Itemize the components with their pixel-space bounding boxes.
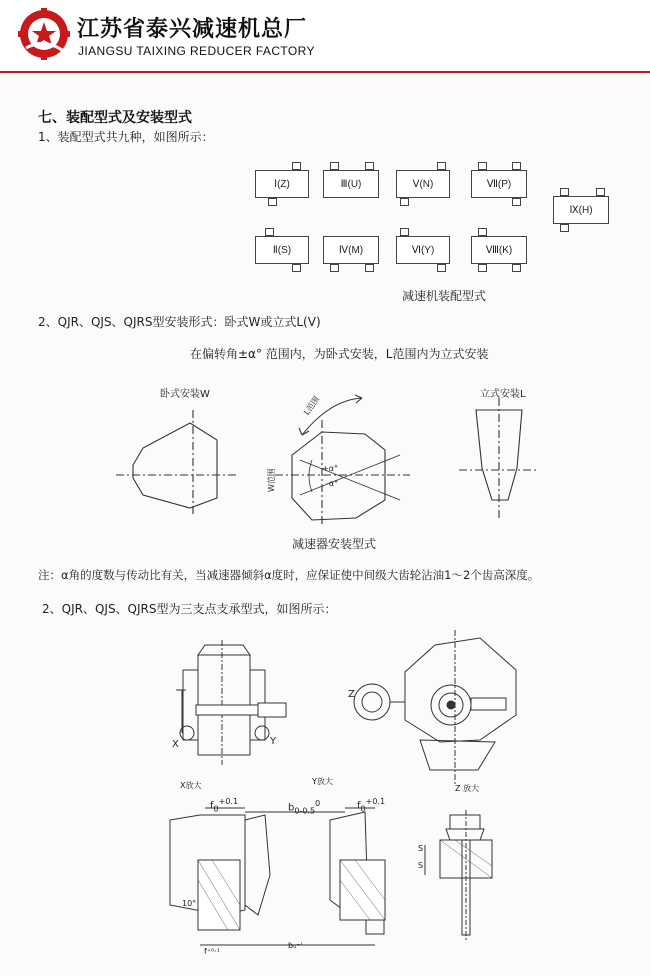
plus-alpha-label: +α° — [322, 464, 338, 473]
label-z: Z — [348, 689, 355, 700]
dim-10-degree: 10° — [182, 899, 197, 908]
assembly-type-9: Ⅸ(H) — [553, 196, 609, 224]
section-title: 七、装配型式及安装型式 — [38, 110, 192, 126]
dim-f-left: $f_0^{+0.1}$ — [210, 797, 239, 814]
item-3-text: 2、QJR、QJS、QJRS型为三支点支承型式，如图所示： — [42, 602, 337, 616]
company-name-cn: 江苏省泰兴减速机总厂 — [77, 17, 308, 42]
assembly-type-4: Ⅳ(M) — [323, 236, 379, 264]
minus-alpha-label: -α° — [326, 479, 339, 488]
dim-s1: S — [418, 844, 424, 853]
assembly-caption: 减速机装配型式 — [402, 289, 487, 303]
assembly-type-1: Ⅰ(Z) — [255, 170, 309, 198]
l-range-label: L范围 — [302, 394, 322, 417]
assembly-type-5: Ⅴ(N) — [396, 170, 450, 198]
dim-f-right: $f_0^{+0.1}$ — [357, 797, 386, 814]
assembly-type-3: Ⅲ(U) — [323, 170, 379, 198]
range-note: 在偏转角±α° 范围内，为卧式安装，L范围内为立式安装 — [190, 347, 489, 361]
label-horizontal-install: 卧式安装W — [160, 389, 210, 400]
y-zoom-label: Y放大 — [312, 777, 333, 786]
label-y: Y — [270, 736, 277, 747]
z-zoom-label: Z 放大 — [455, 784, 480, 793]
dim-s2: S — [418, 861, 424, 870]
assembly-type-7: Ⅶ(P) — [471, 170, 527, 198]
assembly-type-8: Ⅷ(K) — [471, 236, 527, 264]
dim-f-bottom: f⁺⁰·¹ — [204, 947, 220, 956]
note-text: 注：α角的度数与传动比有关，当减速器倾斜α度时，应保证使中间级大齿轮沾油1～2个齿高深度。 — [38, 568, 540, 582]
label-vertical-install: 立式安装L — [480, 389, 526, 400]
company-name-en: JIANGSU TAIXING REDUCER FACTORY — [78, 44, 315, 58]
label-x: X — [172, 739, 179, 750]
assembly-type-6: Ⅵ(Y) — [396, 236, 450, 264]
item-2-text: 2、QJR、QJS、QJRS型安装形式：卧式W或立式L(V) — [38, 315, 321, 329]
x-zoom-label: X放大 — [180, 781, 202, 790]
w-range-label: W范围 — [267, 468, 276, 492]
item-1-text: 1、装配型式共九种，如图所示： — [38, 130, 214, 144]
assembly-type-2: Ⅱ(S) — [255, 236, 309, 264]
dim-b: $b_{0-0.5}^0$ — [288, 799, 321, 816]
dim-b-bottom: b₀⁻ᴵ — [288, 941, 302, 950]
install-caption: 减速器安装型式 — [292, 537, 377, 551]
